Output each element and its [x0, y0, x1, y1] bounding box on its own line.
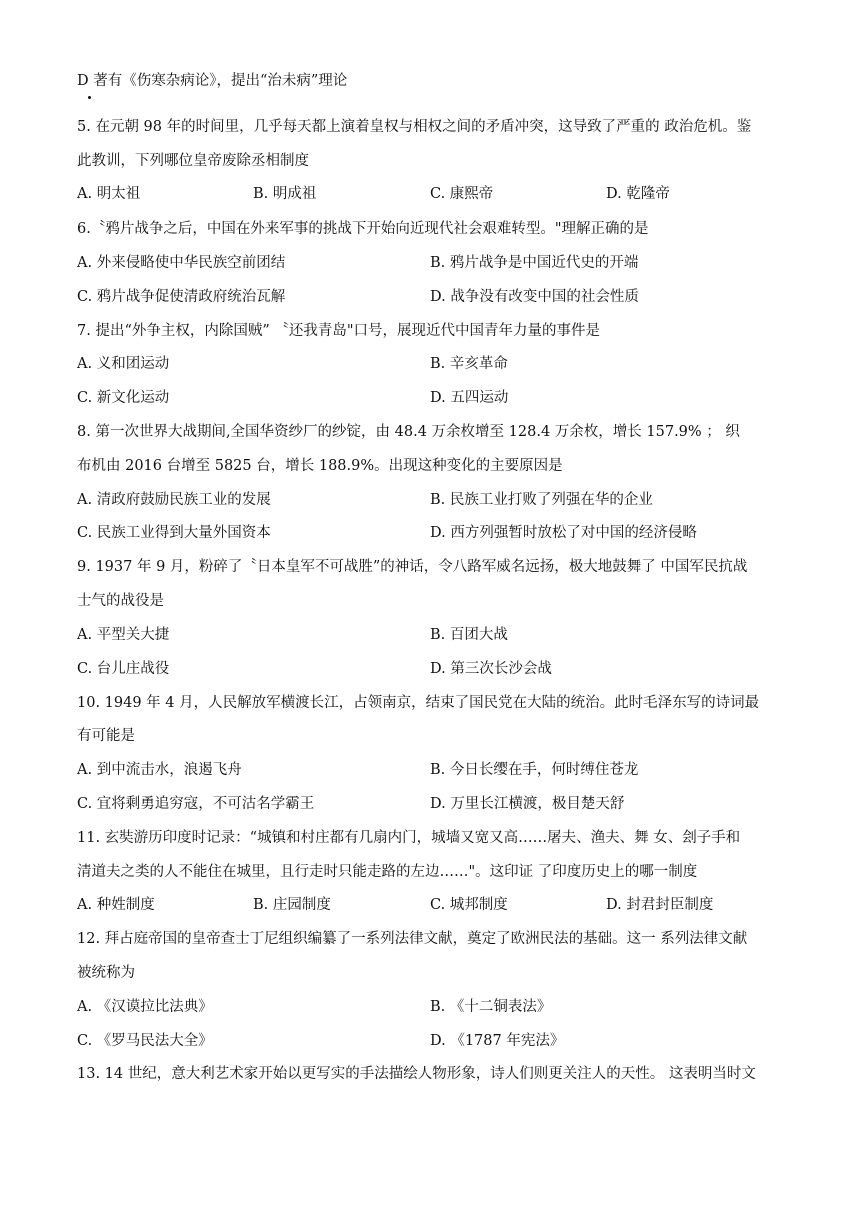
answer-option: D 著有《伤寒杂病论》，提出“治未病”理论: [77, 73, 348, 89]
question-stem-line: 11. 玄奘游历印度时记录：“城镇和村庄都有几扇内门，城墙又宽又高……屠夫、渔夫、舞 女、刽子手和: [77, 830, 741, 846]
answer-option: A. 到中流击水，浪遏飞舟: [77, 762, 242, 778]
answer-option: C. 台儿庄战役: [77, 661, 170, 677]
answer-option: A. 平型关大捷: [77, 627, 170, 643]
question-stem-line: 5. 在元朝 98 年的时间里，几乎每天都上演着皇权与相权之间的矛盾冲突，这导致了严重的 政治危机。鉴: [77, 119, 752, 135]
question-stem-line: 12. 拜占庭帝国的皇帝查士丁尼组织编纂了一系列法律文献，奠定了欧洲民法的基础。这一 系列法律文献: [77, 931, 748, 947]
answer-option: B. 《十二铜表法》: [430, 999, 552, 1015]
answer-option: D. 《1787 年宪法》: [430, 1033, 565, 1049]
question-stem-line: 13. 14 世纪，意大利艺术家开始以更写实的手法描绘人物形象，诗人们则更关注人的天性。 这表明当时文: [77, 1066, 756, 1082]
answer-option: D. 万里长江横渡，极目楚天舒: [430, 796, 625, 812]
answer-option: A. 外来侵略使中华民族空前团结: [77, 255, 286, 271]
answer-option: B. 辛亥革命: [430, 356, 508, 372]
answer-option: D. 五四运动: [430, 390, 509, 406]
answer-option: D. 第三次长沙会战: [430, 661, 552, 677]
question-stem-line: 10. 1949 年 4 月，人民解放军横渡长江，占领南京，结束了国民党在大陆的统治。此时毛泽东写的诗词最: [77, 695, 760, 711]
punctuation-dot: [88, 96, 91, 99]
answer-option: D. 乾隆帝: [606, 186, 670, 202]
answer-option: B. 明成祖: [253, 186, 317, 202]
answer-option: C. 民族工业得到大量外国资本: [77, 525, 271, 541]
answer-option: B. 百团大战: [430, 627, 508, 643]
question-stem-line: 8. 第一次世界大战期间,全国华资纱厂的纱锭，由 48.4 万余枚增至 128.4 万余枚，增长 157.9% ； 织: [77, 424, 740, 440]
answer-option: C. 宜将剩勇追穷寇，不可沽名学霸王: [77, 796, 315, 812]
question-stem-line: 清道夫之类的人不能住在城里，且行走时只能走路的左边……"。这印证 了印度历史上的哪一制度: [77, 864, 698, 880]
question-stem-line: 7. 提出“外争主权，内除国贼” 〝还我青岛"口号，展现近代中国青年力量的事件是: [77, 323, 601, 339]
answer-option: C. 《罗马民法大全》: [77, 1033, 213, 1049]
answer-option: A. 种姓制度: [77, 897, 155, 913]
answer-option: B. 今日长缨在手，何时缚住苍龙: [430, 762, 639, 778]
answer-option: D. 西方列强暂时放松了对中国的经济侵略: [430, 525, 697, 541]
answer-option: B. 庄园制度: [253, 897, 331, 913]
answer-option: B. 鸦片战争是中国近代史的开端: [430, 255, 639, 271]
question-stem-line: 此教训，下列哪位皇帝废除丞相制度: [77, 153, 309, 169]
question-stem-line: 布机由 2016 台增至 5825 台，增长 188.9%。出现这种变化的主要原因是: [77, 458, 563, 474]
answer-option: C. 新文化运动: [77, 390, 170, 406]
question-stem-line: 6.〝鸦片战争之后，中国在外来军事的挑战下开始向近现代社会艰难转型。"理解正确的是: [77, 221, 649, 237]
answer-option: C. 鸦片战争促使清政府统治瓦解: [77, 289, 286, 305]
answer-option: A. 明太祖: [77, 186, 141, 202]
answer-option: A. 义和团运动: [77, 356, 170, 372]
answer-option: B. 民族工业打败了列强在华的企业: [430, 492, 653, 508]
answer-option: D. 战争没有改变中国的社会性质: [430, 289, 639, 305]
question-stem-line: 被统称为: [77, 965, 135, 981]
answer-option: D. 封君封臣制度: [606, 897, 714, 913]
answer-option: A. 《汉谟拉比法典》: [77, 999, 213, 1015]
answer-option: C. 城邦制度: [430, 897, 508, 913]
question-stem-line: 9. 1937 年 9 月，粉碎了〝日本皇军不可战胜”的神话，令八路军威名远扬，极大地鼓舞了 中国军民抗战: [77, 559, 748, 575]
answer-option: C. 康熙帝: [430, 186, 494, 202]
answer-option: A. 清政府鼓励民族工业的发展: [77, 492, 271, 508]
question-stem-line: 士气的战役是: [77, 593, 164, 609]
question-stem-line: 有可能是: [77, 728, 135, 744]
